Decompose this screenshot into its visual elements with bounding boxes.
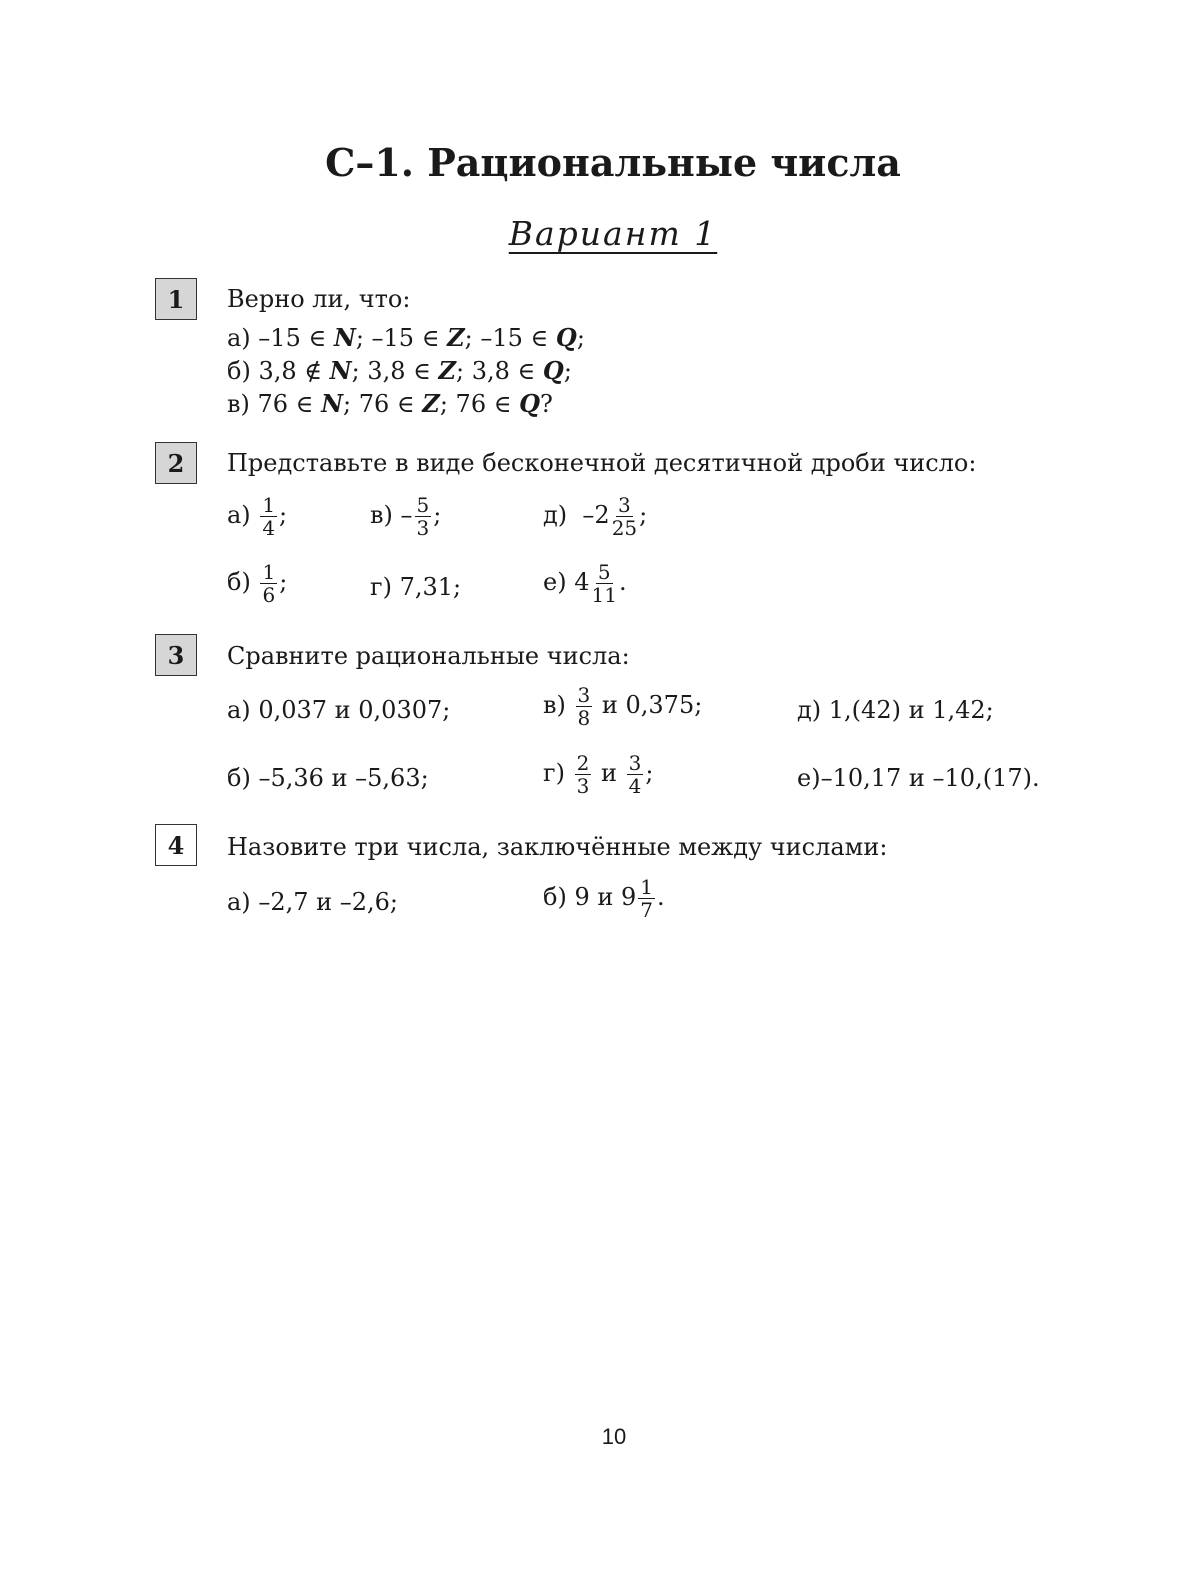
fraction	[415, 494, 432, 539]
numerator: 1	[262, 560, 276, 584]
task-1-prompt: Верно ли, что:	[227, 285, 411, 313]
task-number-3: 3	[155, 634, 197, 676]
item-label: а)	[227, 501, 251, 529]
item-label: б)	[227, 568, 251, 596]
fraction	[638, 876, 655, 921]
text: ; 76 ∈	[343, 390, 423, 418]
fraction	[260, 561, 277, 606]
text: ;	[576, 324, 585, 352]
task-2-item-v	[370, 494, 441, 539]
task-2-item-d	[543, 494, 647, 539]
fraction	[627, 752, 644, 797]
item-label: е)	[543, 568, 567, 596]
item-label: д)	[543, 501, 568, 529]
punct: ;	[279, 568, 288, 596]
numerator: 5	[416, 493, 430, 517]
item-label: б)	[227, 764, 251, 792]
item-label: д)	[797, 696, 822, 724]
text: а) –15 ∈	[227, 324, 334, 352]
text: ; 3,8 ∈	[351, 357, 439, 385]
set-q: Q	[519, 389, 541, 418]
whole: 9 и 9	[574, 883, 637, 911]
denominator: 4	[628, 774, 642, 798]
item-text: 0,037 и 0,0307;	[258, 696, 451, 724]
fraction	[612, 494, 637, 539]
conjunction: и	[600, 759, 617, 787]
task-number-2: 2	[155, 442, 197, 484]
punct: .	[618, 568, 627, 596]
denominator: 6	[262, 583, 276, 607]
task-2-item-g	[370, 573, 461, 601]
task-number-4: 4	[155, 824, 197, 866]
denominator: 8	[577, 706, 591, 730]
denominator: 3	[576, 774, 590, 798]
fraction	[592, 561, 617, 606]
item-label: г)	[370, 573, 392, 601]
whole: –2	[582, 501, 610, 529]
numerator: 3	[618, 493, 631, 517]
text: в) 76 ∈	[227, 390, 322, 418]
task-3-prompt: Сравните рациональные числа:	[227, 642, 630, 670]
task-3-item-g	[543, 752, 653, 797]
punct: ;	[645, 759, 654, 787]
item-text: 1,(42) и 1,42;	[828, 696, 994, 724]
numerator: 5	[597, 560, 611, 584]
item-label: в)	[543, 691, 566, 719]
page-number: 10	[601, 1424, 627, 1449]
set-z: Z	[447, 323, 465, 352]
item-text: и 0,375;	[601, 691, 703, 719]
item-label: а)	[227, 888, 251, 916]
item-text: –5,36 и –5,63;	[258, 764, 429, 792]
sign: –	[400, 501, 413, 529]
item-label: г)	[543, 759, 565, 787]
set-q: Q	[555, 323, 577, 352]
numerator: 2	[576, 751, 590, 775]
set-n: N	[329, 356, 352, 385]
task-2-prompt: Представьте в виде бесконечной десятичной дроби число:	[227, 449, 977, 477]
item-text: 7,31;	[399, 573, 462, 601]
punct: ;	[433, 501, 442, 529]
denominator: 3	[416, 516, 430, 540]
task-2-item-b	[227, 561, 287, 606]
task-number-1: 1	[155, 278, 197, 320]
text: ;	[563, 357, 572, 385]
numerator: 3	[628, 751, 642, 775]
item-text: –10,17 и –10,(17).	[820, 764, 1040, 792]
numerator: 1	[640, 875, 653, 899]
item-text: –2,7 и –2,6;	[258, 888, 398, 916]
task-2-item-a	[227, 494, 287, 539]
fraction	[260, 494, 277, 539]
punct: ;	[279, 501, 288, 529]
task-3-item-d	[797, 696, 994, 724]
denominator: 7	[640, 898, 653, 922]
page-title: С–1. Рациональные числа	[325, 140, 901, 185]
item-label: а)	[227, 696, 251, 724]
numerator: 3	[577, 683, 591, 707]
item-label: б)	[543, 883, 567, 911]
text: б) 3,8 ∉	[227, 357, 330, 385]
set-q: Q	[542, 356, 564, 385]
text: ; 76 ∈	[439, 390, 520, 418]
set-z: Z	[422, 389, 440, 418]
text: ?	[540, 390, 553, 418]
punct: .	[656, 883, 665, 911]
text: ; –15 ∈	[464, 324, 556, 352]
variant-label: Вариант 1	[508, 214, 718, 253]
set-n: N	[321, 389, 344, 418]
task-4-item-b	[543, 876, 665, 921]
text: ; –15 ∈	[355, 324, 448, 352]
fraction	[575, 752, 592, 797]
set-z: Z	[438, 356, 457, 385]
task-4-item-a	[227, 888, 398, 916]
task-3-item-a	[227, 696, 450, 724]
variant-heading	[0, 214, 1200, 253]
task-3-item-e	[797, 764, 1040, 792]
task-3-item-v	[543, 684, 702, 729]
set-n: N	[333, 323, 356, 352]
denominator: 4	[262, 516, 276, 540]
text: ; 3,8 ∈	[456, 357, 543, 385]
numerator: 1	[262, 493, 276, 517]
task-1-line-b	[227, 356, 572, 385]
denominator: 11	[591, 583, 617, 607]
item-label: в)	[370, 501, 393, 529]
task-2-item-e	[543, 561, 627, 606]
task-1-line-c	[227, 389, 553, 418]
fraction	[576, 684, 593, 729]
task-1-line-a	[227, 323, 585, 352]
denominator: 25	[611, 516, 638, 540]
task-4-prompt: Назовите три числа, заключённые между числами:	[227, 833, 888, 861]
item-label: е)	[797, 764, 821, 792]
task-3-item-b	[227, 764, 429, 792]
whole: 4	[574, 568, 590, 596]
punct: ;	[639, 501, 648, 529]
